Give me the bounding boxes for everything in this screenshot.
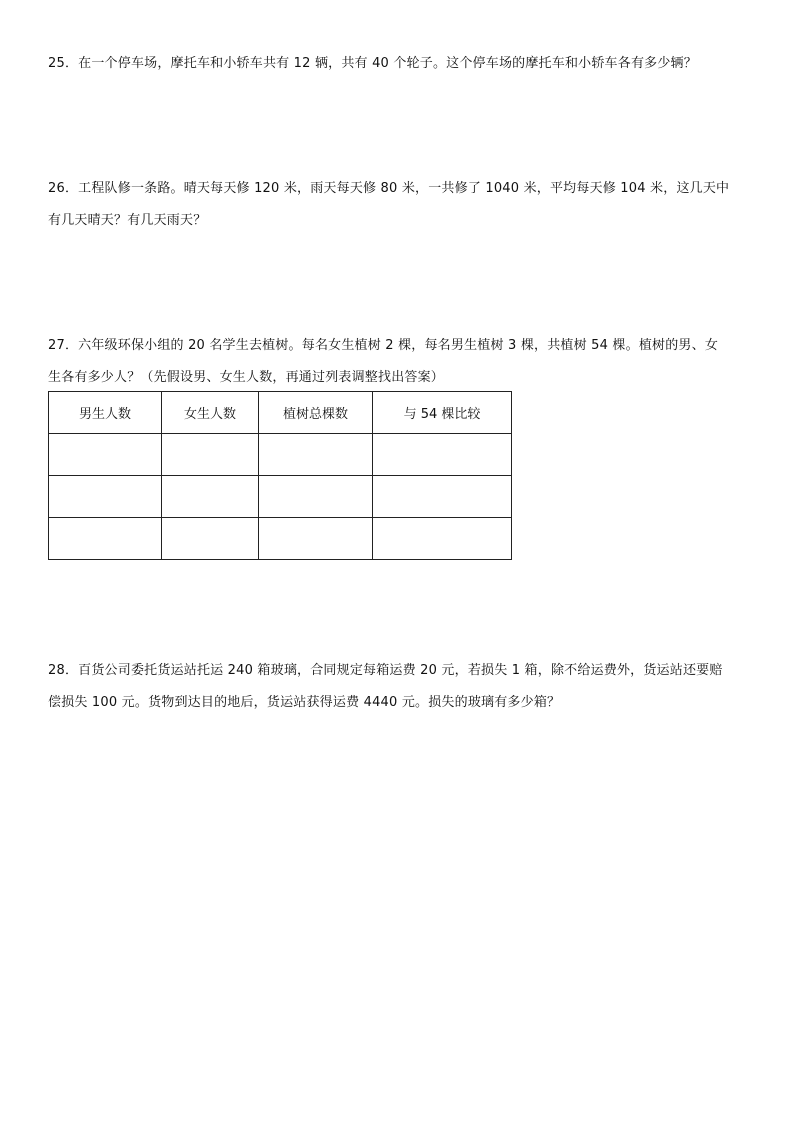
table-cell[interactable] — [49, 476, 162, 518]
question-26-line-2: 有几天晴天？有几天雨天？ — [48, 213, 207, 228]
header-girls-count: 女生人数 — [162, 392, 259, 434]
table-cell[interactable] — [259, 434, 373, 476]
table-cell[interactable] — [259, 476, 373, 518]
question-27 — [48, 330, 748, 394]
table-row — [49, 434, 512, 476]
header-total-trees: 植树总棵数 — [259, 392, 373, 434]
table-cell[interactable] — [162, 518, 259, 560]
question-25-line-1: 25．在一个停车场，摩托车和小轿车共有 12 辆，共有 40 个轮子。这个停车场的摩托车和小轿车各有多少辆？ — [48, 56, 697, 71]
question-25 — [48, 48, 748, 80]
table-cell[interactable] — [49, 434, 162, 476]
table-cell[interactable] — [162, 476, 259, 518]
question-28-line-2: 偿损失 100 元。货物到达目的地后，货运站获得运费 4440 元。损失的玻璃有多少箱？ — [48, 695, 561, 710]
table-cell[interactable] — [373, 476, 512, 518]
table-header-row — [49, 392, 512, 434]
header-compare-54: 与 54 棵比较 — [373, 392, 512, 434]
question-28-line-1: 28．百货公司委托货运站托运 240 箱玻璃，合同规定每箱运费 20 元，若损失 1 箱，除不给运费外，货运站还要赔 — [48, 663, 723, 678]
table-row — [49, 476, 512, 518]
table-row — [49, 518, 512, 560]
header-boys-count: 男生人数 — [49, 392, 162, 434]
question-27-line-2: 生各有多少人？（先假设男、女生人数，再通过列表调整找出答案） — [48, 370, 445, 385]
question-26-line-1: 26．工程队修一条路。晴天每天修 120 米，雨天每天修 80 米，一共修了 1040 米，平均每天修 104 米，这几天中 — [48, 181, 730, 196]
tree-planting-table — [48, 391, 512, 560]
table-cell[interactable] — [162, 434, 259, 476]
table-cell[interactable] — [259, 518, 373, 560]
table-cell[interactable] — [373, 434, 512, 476]
question-27-line-1: 27．六年级环保小组的 20 名学生去植树。每名女生植树 2 棵，每名男生植树 3 棵，共植树 54 棵。植树的男、女 — [48, 338, 719, 353]
table-cell[interactable] — [373, 518, 512, 560]
table-cell[interactable] — [49, 518, 162, 560]
question-28 — [48, 655, 748, 719]
question-26 — [48, 173, 748, 237]
